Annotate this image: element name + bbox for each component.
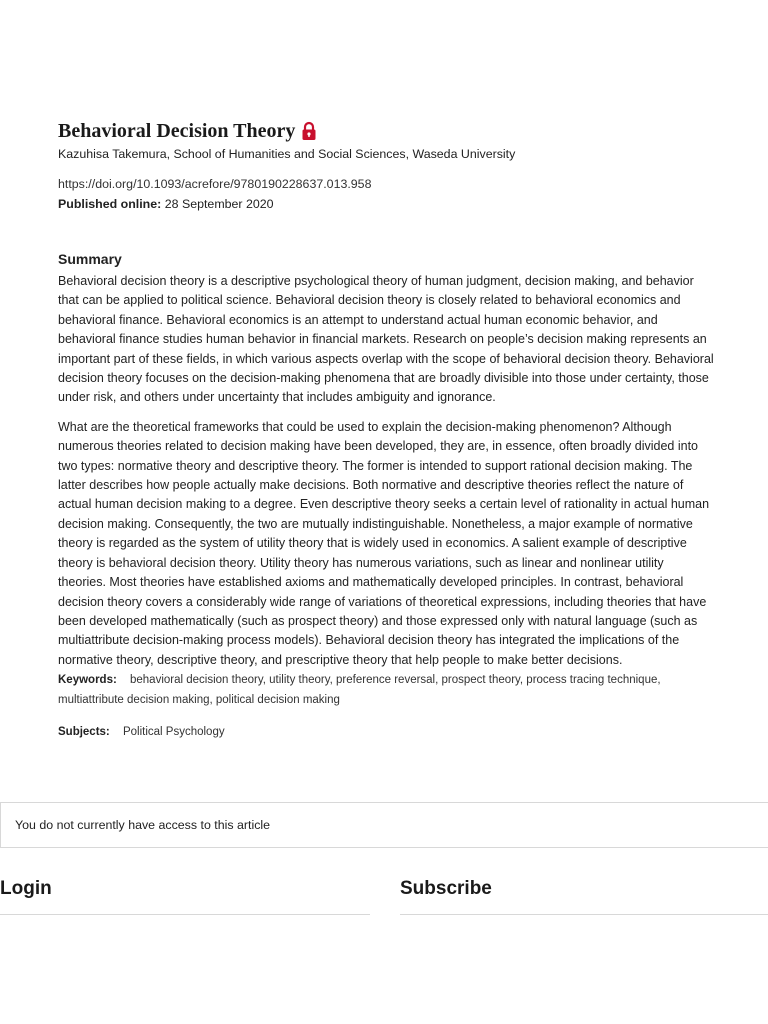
lock-icon: [301, 121, 317, 141]
published-date: [58, 197, 714, 211]
access-message: You do not currently have access to this article: [15, 818, 271, 832]
summary-heading: Summary: [58, 251, 122, 267]
subjects-value[interactable]: Political Psychology: [122, 726, 225, 739]
published-value: 28 September 2020: [164, 197, 274, 211]
summary-paragraph-1: Behavioral decision theory is a descriptive psychological theory of human judgment, decision making, and behavior that can be applied to political science. Behavioral decision theory is closely related to behavioral economics and behavioral finance. Behavioral economics is an attempt to understand actual human economic behavior, and behavioral finance studies human behavior in financial markets. Research on people’s decision making represents an important part of these fields, in which various aspects overlap with the scope of behavioral decision theory. Behavioral decision theory focuses on the decision-making phenomena that are broadly divisible into those under certainty, those under risk, and others under uncertainty that includes ambiguity and ignorance.: [58, 274, 714, 405]
keywords: [58, 670, 714, 710]
article-title: Behavioral Decision Theory: [58, 119, 296, 142]
subscribe-heading: Subscribe: [400, 878, 492, 899]
login-heading: Login: [0, 878, 52, 899]
published-label: Published online:: [58, 197, 162, 211]
summary-paragraph-2: What are the theoretical frameworks that could be used to explain the decision-making phenomenon? Although numerous theories related to decision making have been developed, they are, in essence, often broadly divided into two types: normative theory and descriptive theory. The former is intended to support rational decision making. The latter describes how people actually make decisions. Both normative and descriptive theories reflect the nature of actual human decision making to a degree. Even descriptive theory seeks a certain level of rationality in actual human decision making. Consequently, the two are mutually indistinguishable. Nonetheless, a major example of normative theory is regarded as the system of utility theory that is widely used in economics. A salient example of descriptive theory is behavioral decision theory. Utility theory has numerous variations, such as linear and nonlinear utility theories. Most theories have established axioms and mathematically developed principles. In contrast, behavioral decision theory covers a considerably wide range of variations of theoretical expressions, including theories that have been developed mathematically (such as prospect theory) and those expressed only with natural language (such as multiattribute decision-making process models). Behavioral decision theory has integrated the implications of the normative theory, descriptive theory, and prescriptive theory that help people to make better decisions.: [58, 419, 710, 667]
subjects-label: Subjects:: [58, 726, 110, 739]
author-affiliation: Kazuhisa Takemura, School of Humanities and Social Sciences, Waseda University: [58, 147, 516, 161]
subjects: [58, 726, 714, 738]
login-divider: [0, 914, 370, 915]
keywords-label: Keywords:: [58, 674, 117, 687]
title-row: [58, 116, 714, 146]
keywords-list[interactable]: behavioral decision theory, utility theory, preference reversal, prospect theory, process tracing technique, multiattribute decision making, political decision making: [58, 674, 661, 707]
doi-link[interactable]: https://doi.org/10.1093/acrefore/9780190228637.013.958: [58, 177, 372, 191]
access-notice: [0, 802, 768, 848]
article-header: [58, 116, 714, 738]
subscribe-divider: [400, 914, 768, 915]
